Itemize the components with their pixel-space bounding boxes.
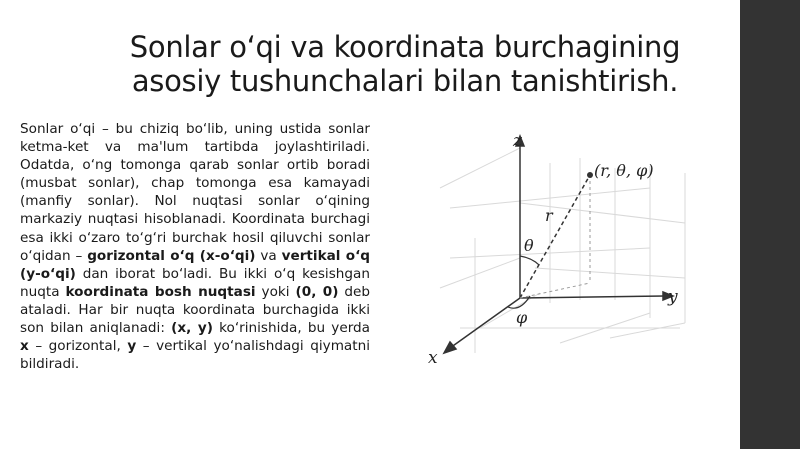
theta-arc bbox=[520, 256, 539, 265]
axis-z-label: z bbox=[513, 131, 522, 151]
sidebar-panel bbox=[740, 0, 800, 449]
spherical-coordinates-diagram bbox=[420, 128, 710, 368]
bold-term: vertikal o‘q (y-o‘qi) bbox=[20, 247, 370, 282]
point-label: (r, θ, φ) bbox=[594, 161, 654, 180]
bold-term: (0, 0) bbox=[295, 283, 339, 300]
bold-term: x bbox=[20, 338, 29, 355]
bold-term: gorizontal o‘q (x-o‘qi) bbox=[87, 247, 256, 264]
phi-label: φ bbox=[516, 308, 528, 327]
point-marker bbox=[587, 172, 593, 178]
bold-term: y bbox=[127, 338, 137, 355]
text-segment: – vertikal yo‘nalishdagi qiymatni bildiradi. bbox=[20, 338, 370, 373]
text-segment: Sonlar o‘qi – bu chiziq bo‘lib, uning ustida sonlar ketma-ket va ma'lum tartibda joylashtiriladi. Odatda, o‘ng tomonga qarab sonlar ortib boradi (musbat sonlar), chap tomonga esa kamayadi (manfiy sonlar). Nol nuqtasi sonlar o‘qining markaziy nuqtasi hisoblanadi. Koordinata burchagi esa ikki o‘zaro to‘g‘ri burchak hosil qiluvchi sonlar o‘qidan – bbox=[20, 121, 370, 264]
axis-x-label: x bbox=[428, 348, 438, 368]
text-segment: ko‘rinishida, bu yerda bbox=[212, 320, 371, 337]
slide-title bbox=[100, 30, 710, 98]
axis-y-label: y bbox=[668, 287, 678, 307]
bold-term: koordinata bosh nuqtasi bbox=[65, 283, 256, 300]
title-line-1: Sonlar o‘qi va koordinata burchagining bbox=[129, 30, 681, 64]
text-segment: – gorizontal, bbox=[28, 338, 128, 355]
text-segment: deb ataladi. Har bir nuqta koordinata burchagida ikki son bilan aniqlanadi: bbox=[20, 283, 371, 337]
bold-term: (x, y) bbox=[171, 320, 213, 337]
body-paragraph bbox=[20, 120, 370, 373]
r-label: r bbox=[545, 206, 553, 225]
text-segment: va bbox=[255, 247, 282, 264]
theta-label: θ bbox=[524, 236, 534, 255]
text-segment: dan iborat bo‘ladi. Bu ikki o‘q kesishgan nuqta bbox=[20, 265, 370, 300]
title-line-2: asosiy tushunchalari bilan tanishtirish. bbox=[131, 64, 679, 98]
text-segment: yoki bbox=[255, 283, 296, 300]
